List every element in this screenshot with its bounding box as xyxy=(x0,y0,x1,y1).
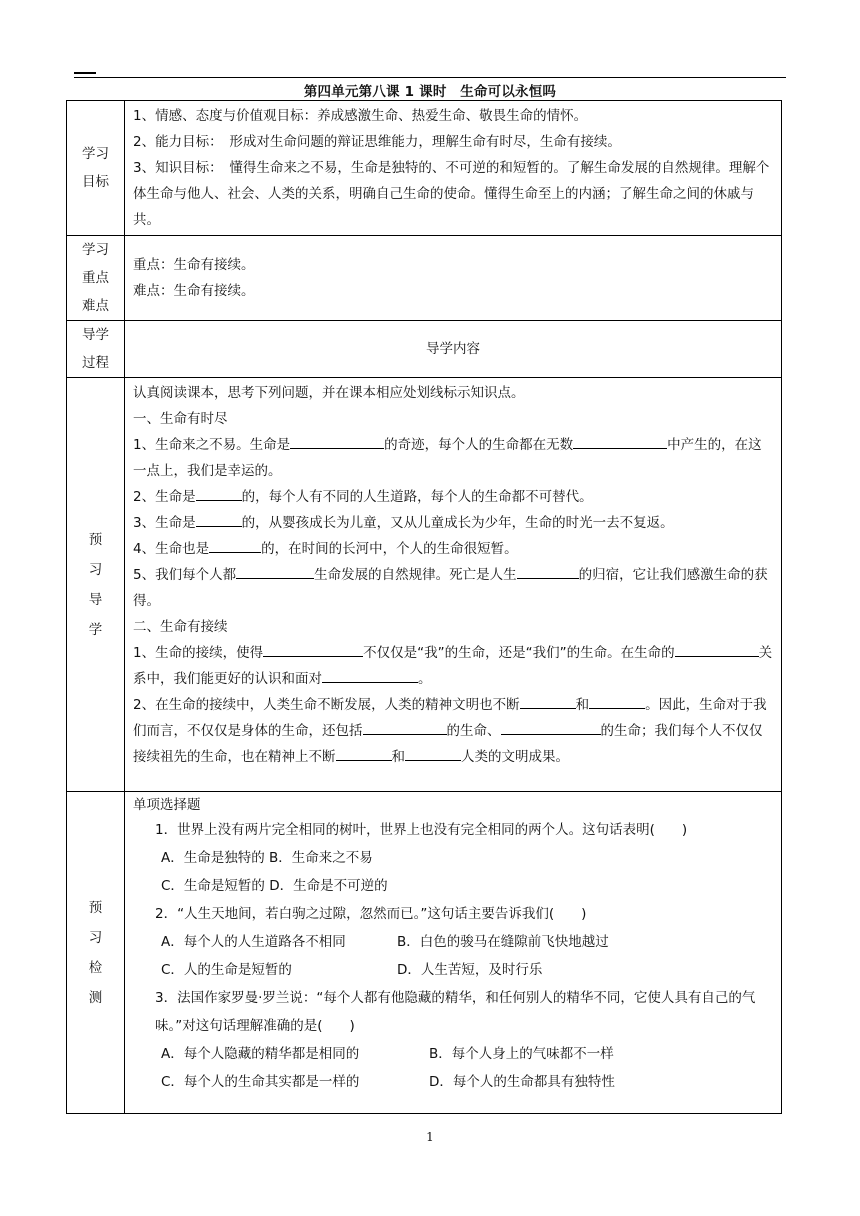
answer-blank[interactable] xyxy=(336,746,392,761)
answer-blank[interactable] xyxy=(236,564,314,579)
fill-question: 1、生命的接续，使得 不仅仅是“我”的生命，还是“我们”的生命。在生命的 关系中，我们能更好的认识和面对 。 xyxy=(133,640,773,692)
answer-blank[interactable] xyxy=(573,434,667,449)
option[interactable]: C．人的生命是短暂的 xyxy=(161,962,292,978)
fill-question: 3、生命是 的，从婴孩成长为儿童，又从儿童成长为少年，生命的时光一去不复返。 xyxy=(133,510,773,536)
answer-blank[interactable] xyxy=(196,486,242,501)
goal-item: 3、知识目标： 懂得生命来之不易，生命是独特的、不可逆的和短暂的。了解生命发展的自然规律。理解个体生命与他人、社会、人类的关系，明确自己生命的使命。懂得生命至上的内涵；了解生命之间的休戚与共。 xyxy=(133,160,770,228)
preview-study-label-char: 习 xyxy=(88,561,103,578)
option[interactable]: C．每个人的生命其实都是一样的 xyxy=(161,1074,360,1090)
answer-blank[interactable] xyxy=(196,512,242,527)
goals-label-line: 目标 xyxy=(82,174,109,190)
option[interactable]: B．每个人身上的气味都不一样 xyxy=(429,1046,614,1062)
study-guide-table xyxy=(66,100,782,1114)
answer-blank[interactable] xyxy=(520,694,576,709)
fill-question: 5、我们每个人都 生命发展的自然规律。死亡是人生 的归宿，它让我们感激生命的获得。 xyxy=(133,562,773,614)
option-row: A．生命是独特的 B．生命来之不易 xyxy=(161,850,373,866)
goals-content xyxy=(125,101,782,236)
answer-blank[interactable] xyxy=(263,642,363,657)
key-points-label-line: 学习 xyxy=(82,242,109,258)
preview-test-label-char: 测 xyxy=(88,989,103,1006)
preview-study-label xyxy=(67,378,125,792)
goals-label-line: 学习 xyxy=(82,146,109,162)
goals-row xyxy=(67,101,782,236)
fill-question: 1、生命来之不易。生命是 的奇迹，每个人的生命都在无数 中产生的，在这一点上，我们是幸运的。 xyxy=(133,432,773,484)
header-mark xyxy=(74,72,96,74)
preview-test-label-char: 预 xyxy=(88,899,103,916)
question-type-heading: 单项选择题 xyxy=(133,797,201,813)
question: 3．法国作家罗曼·罗兰说：“每个人都有他隐藏的精华，和任何别人的精华不同，它使人具有自己的气味。”对这句话理解准确的是( ) xyxy=(155,990,756,1034)
goals-label xyxy=(67,101,125,236)
key-points-label-line: 难点 xyxy=(82,298,109,314)
answer-blank[interactable] xyxy=(405,746,461,761)
zhongdian-text: 重点：生命有接续。 xyxy=(133,257,255,273)
fill-question: 2、在生命的接续中，人类生命不断发展，人类的精神文明也不断 和 。因此，生命对于我们而言，不仅仅是身体的生命，还包括 的生命、 的生命；我们每个人不仅仅接续祖先的生命，也在精神上不断 和 人类的文明成果。 xyxy=(133,692,773,770)
instruction: 认真阅读课本，思考下列问题，并在课本相应处划线标示知识点。 xyxy=(133,385,525,401)
answer-blank[interactable] xyxy=(675,642,759,657)
preview-study-label-char: 学 xyxy=(88,621,103,638)
answer-blank[interactable] xyxy=(290,434,384,449)
preview-test-label-char: 习 xyxy=(88,929,103,946)
answer-blank[interactable] xyxy=(517,564,579,579)
option-row: C．生命是短暂的 D．生命是不可逆的 xyxy=(161,878,388,894)
goal-item: 1、情感、态度与价值观目标：养成感激生命、热爱生命、敬畏生命的情怀。 xyxy=(133,108,588,124)
fill-question: 2、生命是 的，每个人有不同的人生道路，每个人的生命都不可替代。 xyxy=(133,484,773,510)
key-points-label-line: 重点 xyxy=(82,270,109,286)
option[interactable]: B．白色的骏马在缝隙前飞快地越过 xyxy=(397,934,609,950)
preview-test-label-char: 检 xyxy=(88,959,103,976)
key-points-content xyxy=(125,236,782,321)
answer-blank[interactable] xyxy=(209,538,261,553)
option[interactable]: A．每个人的人生道路各不相同 xyxy=(161,934,346,950)
preview-test-row xyxy=(67,792,782,1114)
option[interactable]: A．每个人隐藏的精华都是相同的 xyxy=(161,1046,360,1062)
question: 2．“人生天地间，若白驹之过隙，忽然而已。”这句话主要告诉我们( ) xyxy=(155,906,587,922)
option-row xyxy=(133,928,773,956)
goal-item: 2、能力目标： 形成对生命问题的辩证思维能力，理解生命有时尽，生命有接续。 xyxy=(133,134,621,150)
preview-study-row xyxy=(67,378,782,792)
process-label-line: 过程 xyxy=(82,355,109,371)
preview-study-content xyxy=(125,378,782,792)
option-row xyxy=(133,1068,773,1096)
option[interactable]: D．每个人的生命都具有独特性 xyxy=(429,1074,615,1090)
preview-study-label-char: 导 xyxy=(88,591,103,608)
page-number: 1 xyxy=(426,1130,434,1144)
option[interactable]: D．人生苦短，及时行乐 xyxy=(397,962,543,978)
key-points-row xyxy=(67,236,782,321)
preview-test-content xyxy=(125,792,782,1114)
header-rule xyxy=(74,77,786,78)
page-title: 第四单元第八课 1 课时 生命可以永恒吗 xyxy=(303,84,557,100)
answer-blank[interactable] xyxy=(363,720,447,735)
process-row xyxy=(67,321,782,378)
process-heading: 导学内容 xyxy=(125,321,782,378)
answer-blank[interactable] xyxy=(589,694,645,709)
nandian-text: 难点：生命有接续。 xyxy=(133,283,255,299)
key-points-label xyxy=(67,236,125,321)
preview-test-label xyxy=(67,792,125,1114)
answer-blank[interactable] xyxy=(322,668,418,683)
section-heading: 一、生命有时尽 xyxy=(133,411,228,427)
question: 1．世界上没有两片完全相同的树叶，世界上也没有完全相同的两个人。这句话表明( ) xyxy=(155,822,688,838)
section-heading: 二、生命有接续 xyxy=(133,619,228,635)
fill-question: 4、生命也是 的，在时间的长河中，个人的生命很短暂。 xyxy=(133,536,773,562)
process-label-line: 导学 xyxy=(82,327,109,343)
preview-study-label-char: 预 xyxy=(88,531,103,548)
answer-blank[interactable] xyxy=(501,720,601,735)
process-label xyxy=(67,321,125,378)
option-row xyxy=(133,956,773,984)
option-row xyxy=(133,1040,773,1068)
